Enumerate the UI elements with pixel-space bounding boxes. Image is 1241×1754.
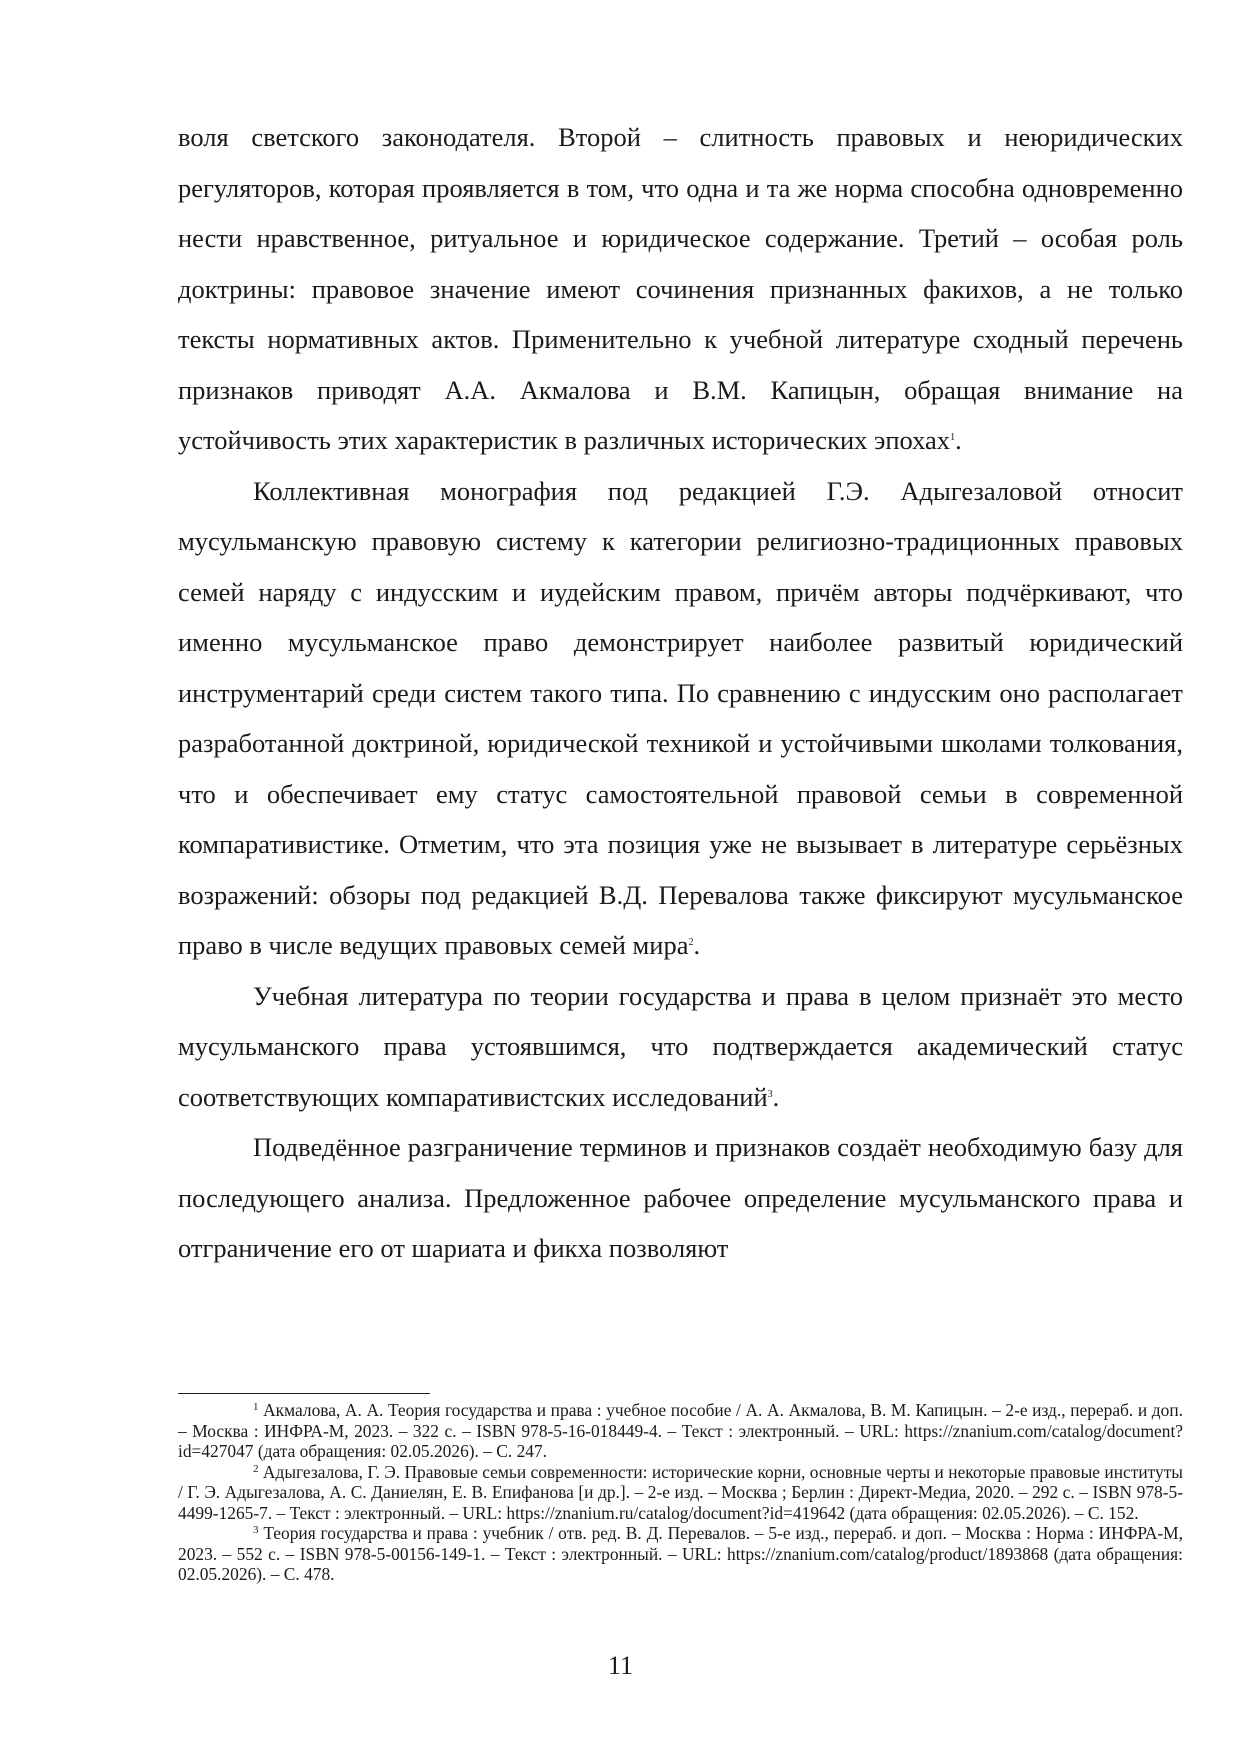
footnote-number: 3 xyxy=(253,1523,259,1536)
footnote-text: Теория государства и права : учебник / отв. ред. В. Д. Перевалов. – 5-е изд., перераб. и доп. – Москва : Норма : ИНФРА-М, 2023. – 552 с. – ISBN 978-5-00156-149-1. – Текст : электронный. – URL: https://znanium.com/catalog/product/1893868 (дата обращения: 02.05.2026). – С. 478. xyxy=(178,1523,1183,1584)
paragraph xyxy=(178,971,1183,1123)
footnotes xyxy=(178,1400,1183,1585)
footnote-text: Акмалова, А. А. Теория государства и права : учебное пособие / А. А. Акмалова, В. М. Капицын. – 2-е изд., перераб. и доп. – Москва : ИНФРА-М, 2023. – 322 с. – ISBN 978-5-16-018449-4. – Текст : электронный. – URL: https://znanium.com/catalog/document?id=427047 (дата обращения: 02.05.2026). – С. 247. xyxy=(178,1400,1183,1461)
footnote-number: 2 xyxy=(253,1462,259,1475)
paragraph-text: . xyxy=(772,1081,780,1112)
paragraph-text: Коллективная монография под редакцией Г.Э. Адыгезаловой относит мусульманскую правовую систему к категории религиозно-традиционных правовых семей наряду с индусским и иудейским правом, причём авторы подчёркивают, что именно мусульманское право демонстрирует наиболее развитый юридический инструментарий среди систем такого типа. По сравнению с индусским оно располагает разработанной доктриной, юридической техникой и устойчивыми школами толкования, что и обеспечивает ему статус самостоятельной правовой семьи в современной компаративистике. Отметим, что эта позиция уже не вызывает в литературе серьёзных возражений: обзоры под редакцией В.Д. Перевалова также фиксируют мусульманское право в числе ведущих правовых семей мира xyxy=(178,475,1183,960)
footnote-separator xyxy=(178,1393,430,1394)
body-text xyxy=(178,112,1183,1274)
paragraph-text: Подведённое разграничение терминов и признаков создаёт необходимую базу для последующего анализа. Предложенное рабочее определение мусульманского права и отграничение его от шариата и фикха позволяют xyxy=(178,1132,1183,1263)
paragraph-text: воля светского законодателя. Второй – слитность правовых и неюридических регуляторов, которая проявляется в том, что одна и та же норма способна одновременно нести нравственное, ритуальное и юридическое содержание. Третий – особая роль доктрины: правовое значение имеют сочинения признанных факихов, а не только тексты нормативных актов. Применительно к учебной литературе сходный перечень признаков приводят А.А. Акмалова и В.М. Капицын, обращая внимание на устойчивость этих характеристик в различных исторических эпохах xyxy=(178,122,1183,455)
footnote xyxy=(178,1523,1183,1585)
paragraph xyxy=(178,466,1183,971)
footnote-reference[interactable]: 3 xyxy=(767,1088,773,1100)
footnote xyxy=(178,1400,1183,1462)
footnote-text: Адыгезалова, Г. Э. Правовые семьи современности: исторические корни, основные черты и некоторые правовые институты / Г. Э. Адыгезалова, А. С. Даниелян, Е. В. Епифанова [и др.]. – 2-е изд. – Москва ; Берлин : Директ-Медиа, 2020. – 292 с. – ISBN 978-5-4499-1265-7. – Текст : электронный. – URL: https://znanium.ru/catalog/document?id=419642 (дата обращения: 02.05.2026). – С. 152. xyxy=(178,1461,1183,1523)
page-number: 11 xyxy=(607,1651,634,1680)
footnote-reference[interactable]: 2 xyxy=(688,937,694,948)
paragraph xyxy=(178,112,1183,466)
paragraph-text: . xyxy=(955,425,962,455)
footnote-number: 1 xyxy=(253,1400,259,1413)
paragraph-text: . xyxy=(693,930,701,960)
footnote xyxy=(178,1462,1183,1524)
footnote-reference[interactable]: 1 xyxy=(950,432,956,443)
paragraph xyxy=(178,1122,1183,1274)
paragraph-text: Учебная литература по теории государства и права в целом признаёт это место мусульманского права устоявшимся, что подтверждается академический статус соответствующих компаративистских исследований xyxy=(178,980,1183,1112)
